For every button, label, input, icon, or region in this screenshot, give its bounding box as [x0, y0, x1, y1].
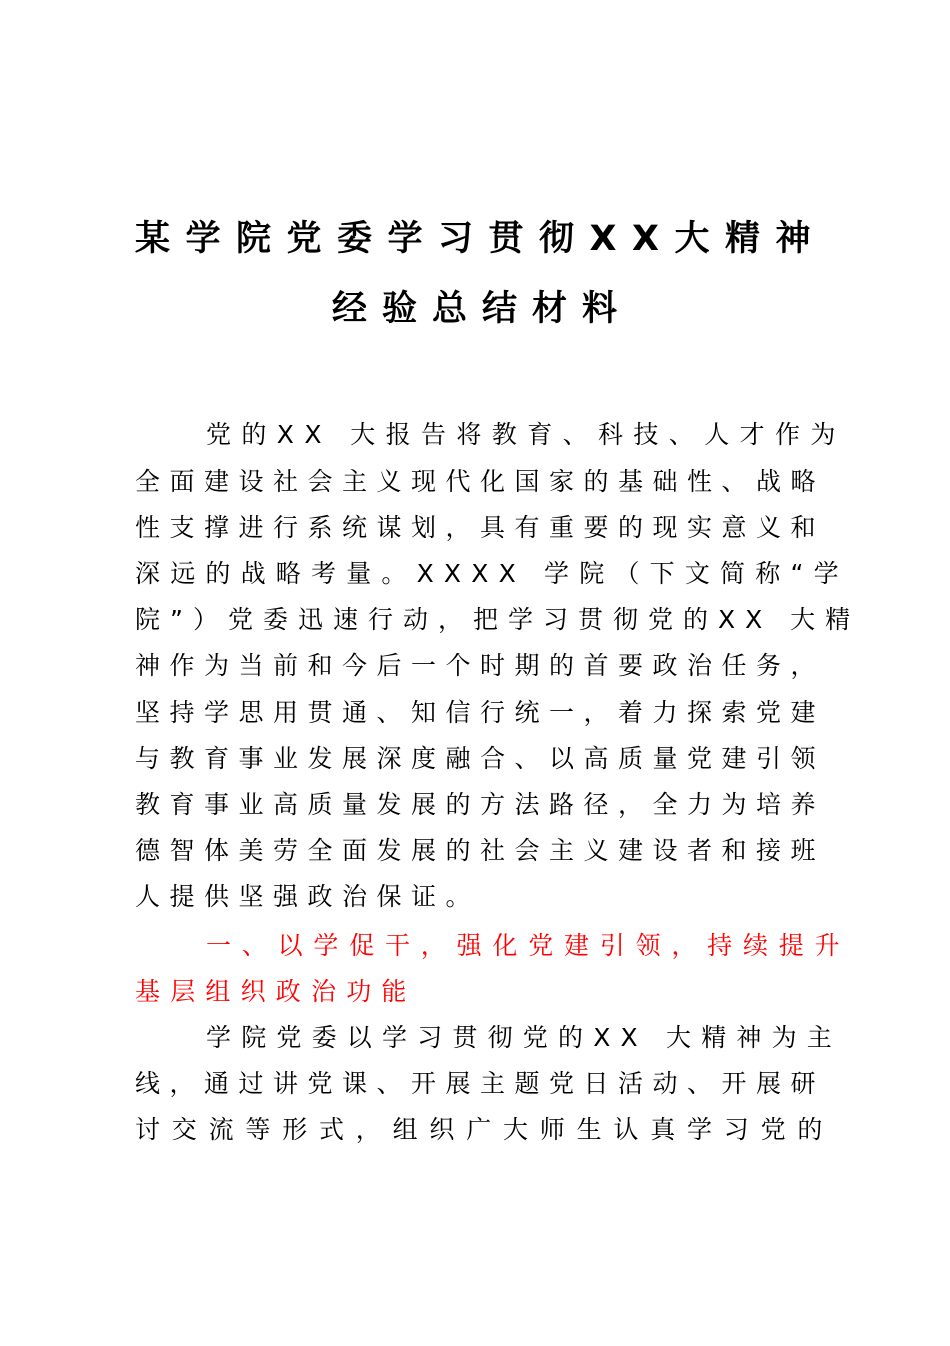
intro-paragraph-line: 院”）党委迅速行动，把学习贯彻党的XX 大精 — [135, 605, 861, 634]
intro-paragraph-line: 党的XX 大报告将教育、科技、人才作为 — [206, 420, 846, 449]
intro-paragraph-line: 神作为当前和今后一个时期的首要政治任务， — [135, 651, 826, 680]
document-title-line-1: 某学院党委学习贯彻XX大精神 — [135, 219, 826, 259]
section-paragraph-line: 讨交流等形式，组织广大师生认真学习党的 — [135, 1115, 835, 1144]
intro-paragraph-line: 德智体美劳全面发展的社会主义建设者和接班 — [135, 836, 826, 865]
intro-paragraph-line: 全面建设社会主义现代化国家的基础性、战略 — [135, 467, 826, 496]
intro-paragraph-line: 与教育事业发展深度融合、以高质量党建引领 — [135, 744, 826, 773]
intro-paragraph-line: 性支撑进行系统谋划，具有重要的现实意义和 — [135, 513, 826, 542]
document-title-line-2: 经验总结材料 — [331, 289, 632, 329]
intro-paragraph-line: 坚持学思用贯通、知信行统一，着力探索党建 — [135, 698, 826, 727]
section-paragraph-line: 线，通过讲党课、开展主题党日活动、开展研 — [135, 1069, 826, 1098]
intro-paragraph-line: 教育事业高质量发展的方法路径，全力为培养 — [135, 790, 826, 819]
section-paragraph-line: 学院党委以学习贯彻党的XX 大精神为主 — [206, 1023, 843, 1052]
section-heading-line: 基层组织政治功能 — [135, 977, 417, 1006]
intro-paragraph-line: 人提供坚强政治保证。 — [135, 882, 481, 911]
section-heading-line: 一、以学促干，强化党建引领，持续提升 — [206, 931, 851, 960]
intro-paragraph-line: 深远的战略考量。XXXX 学院（下文简称“学 — [135, 559, 849, 588]
